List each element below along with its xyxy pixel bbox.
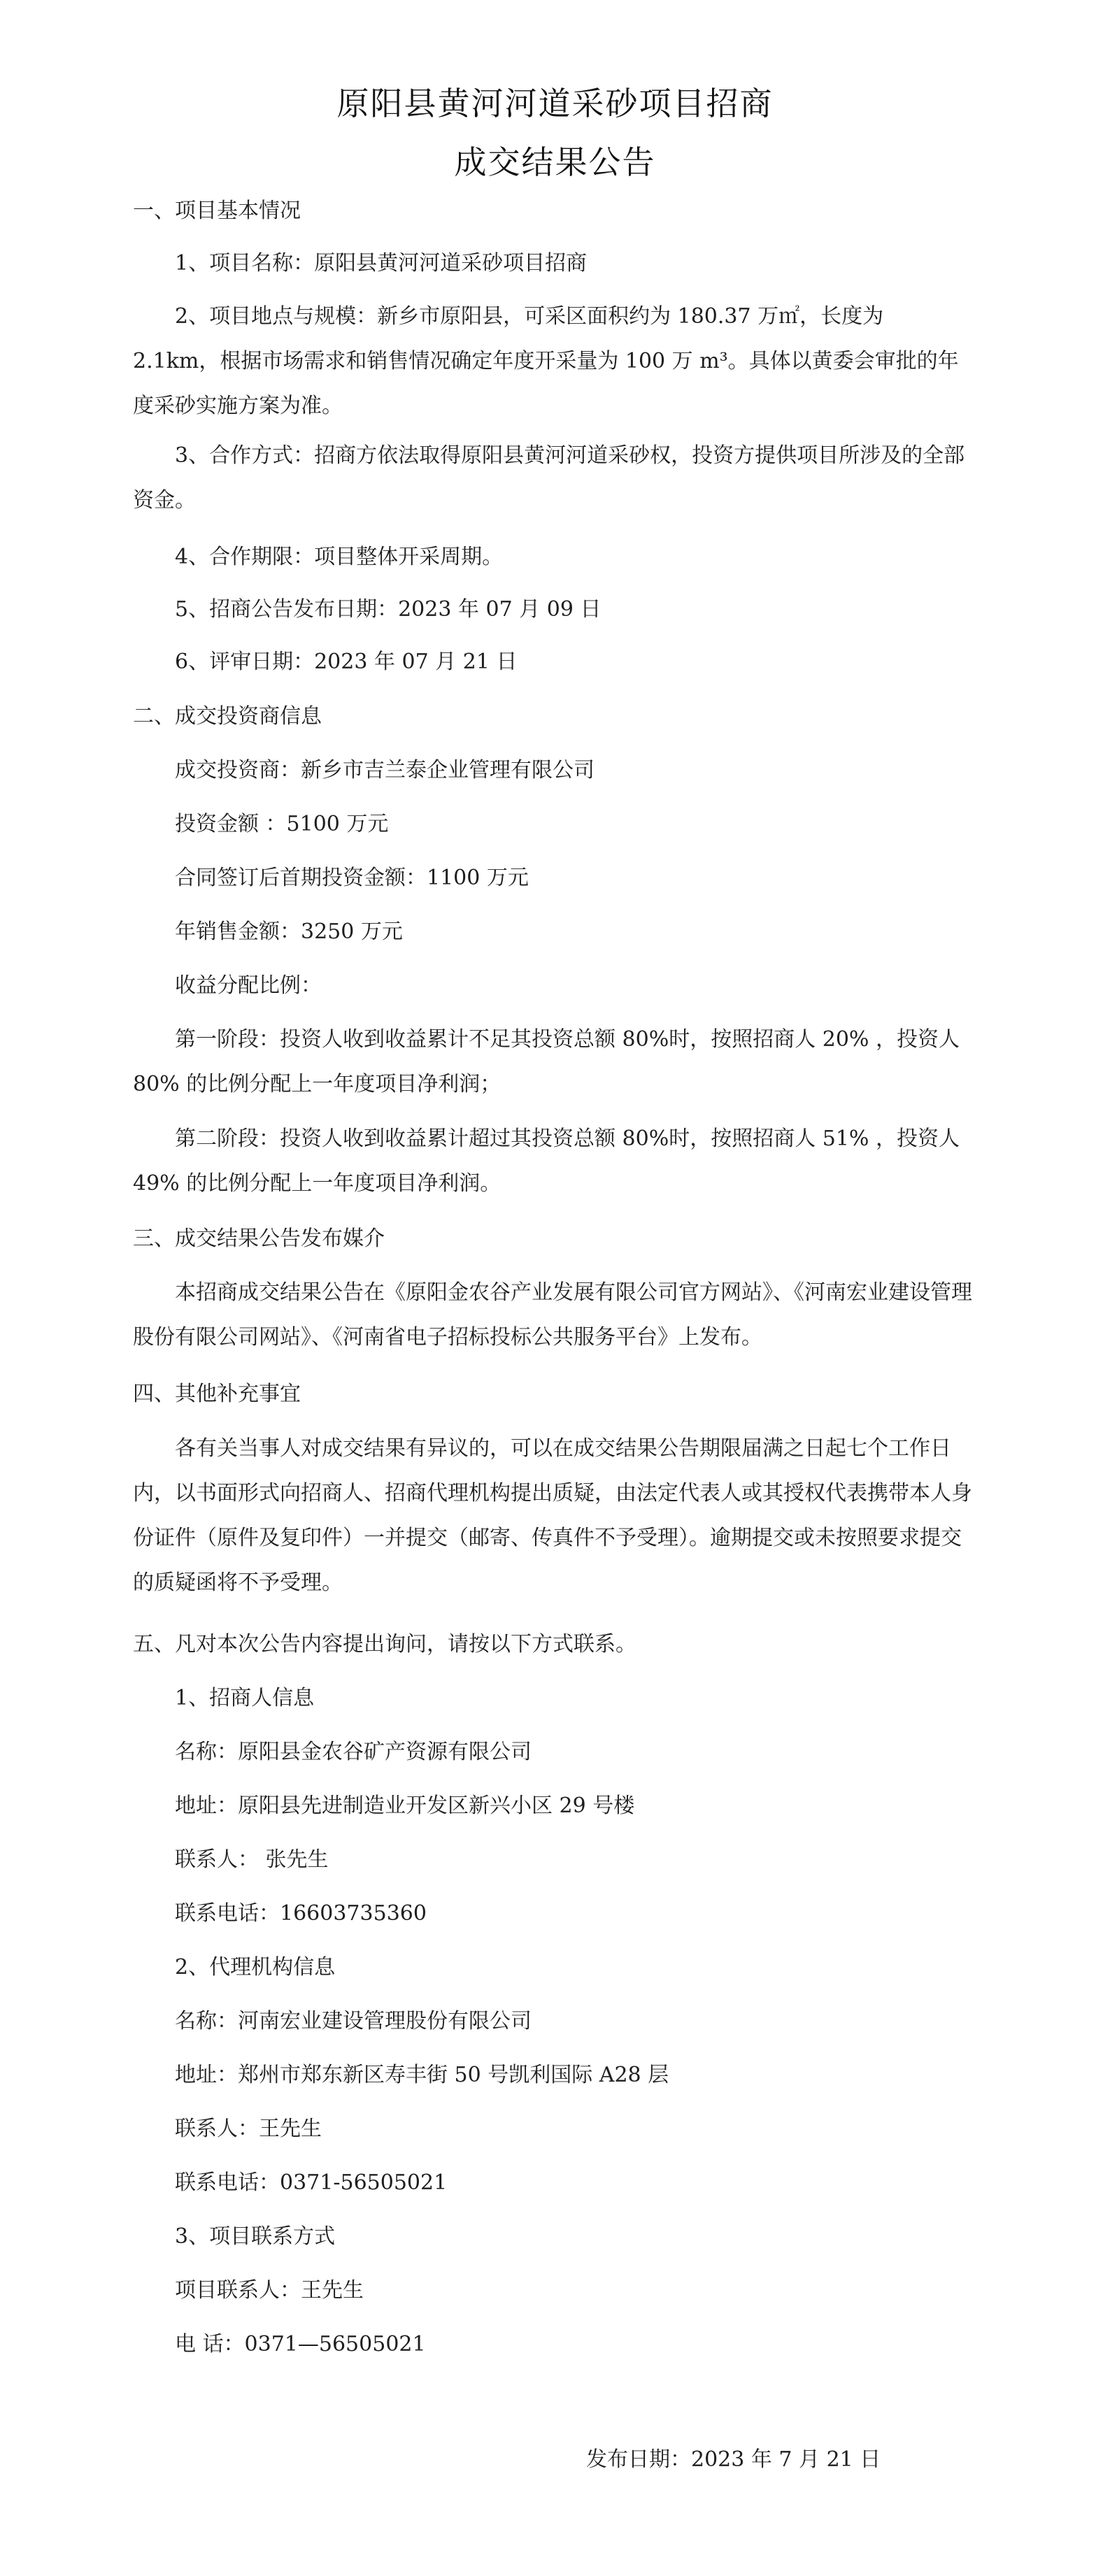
project-name: 1、项目名称：原阳县黄河河道采砂项目招商 — [175, 251, 588, 276]
agency-contact-person: 联系人：王先生 — [175, 2117, 322, 2141]
agency-address: 地址：郑州市郑东新区寿丰街 50 号凯利国际 A28 层 — [175, 2063, 669, 2087]
section-heading-other: 四、其他补充事宜 — [133, 1382, 301, 1406]
project-contact-person: 项目联系人：王先生 — [175, 2278, 364, 2303]
project-contact-phone: 电 话：0371—56505021 — [175, 2332, 426, 2356]
section-heading-contact: 五、凡对本次公告内容提出询问，请按以下方式联系。 — [133, 1632, 636, 1656]
profit-distribution-heading: 收益分配比例： — [175, 973, 322, 998]
document-title-line-2: 成交结果公告 — [454, 143, 656, 181]
agency-info-heading: 2、代理机构信息 — [175, 1955, 336, 1980]
first-phase-investment: 合同签订后首期投资金额：1100 万元 — [175, 866, 529, 890]
tenderer-phone: 联系电话：16603735360 — [175, 1901, 427, 1926]
section-heading-investor-info: 二、成交投资商信息 — [133, 704, 322, 729]
agency-phone: 联系电话：0371-56505021 — [175, 2170, 448, 2195]
tenderer-address: 地址：原阳县先进制造业开发区新兴小区 29 号楼 — [175, 1794, 635, 1818]
document-title-line-1: 原阳县黄河河道采砂项目招商 — [336, 85, 774, 122]
profit-stage-one: 第一阶段：投资人收到收益累计不足其投资总额 80%时，按照招商人 20% ，投资人 80% 的比例分配上一年度项目净利润； — [133, 1027, 960, 1096]
review-date: 6、评审日期：2023 年 07 月 21 日 — [175, 650, 518, 674]
cooperation-period: 4、合作期限：项目整体开采周期。 — [175, 545, 504, 569]
project-location-scale: 2、项目地点与规模：新乡市原阳县，可采区面积约为 180.37 万㎡，长度为 2.1km，根据市场需求和销售情况确定年度开采量为 100 万 m³。具体以黄委会审批的年度采砂实施方案为准。 — [133, 304, 959, 418]
publication-media: 本招商成交结果公告在《原阳金农谷产业发展有限公司官方网站》、《河南宏业建设管理股份有限公司网站》、《河南省电子招标投标公共服务平台》上发布。 — [133, 1280, 972, 1350]
project-contact-heading: 3、项目联系方式 — [175, 2224, 336, 2249]
objection-procedure: 各有关当事人对成交结果有异议的，可以在成交结果公告期限届满之日起七个工作日内，以书面形式向招商人、招商代理机构提出质疑，由法定代表人或其授权代表携带本人身份证件（原件及复印件）一并提交（邮寄、传真件不予受理）。逾期提交或未按照要求提交的质疑函将不予受理。 — [133, 1436, 972, 1595]
agency-name: 名称：河南宏业建设管理股份有限公司 — [175, 2009, 532, 2033]
publish-date: 发布日期：2023 年 7 月 21 日 — [586, 2447, 881, 2472]
winning-investor: 成交投资商：新乡市吉兰泰企业管理有限公司 — [175, 758, 595, 782]
profit-stage-two: 第二阶段：投资人收到收益累计超过其投资总额 80%时，按照招商人 51% ，投资人 49% 的比例分配上一年度项目净利润。 — [133, 1126, 960, 1196]
annual-sales: 年销售金额：3250 万元 — [175, 920, 403, 944]
tender-notice-date: 5、招商公告发布日期：2023 年 07 月 09 日 — [175, 597, 602, 622]
section-heading-media: 三、成交结果公告发布媒介 — [133, 1226, 385, 1251]
investment-amount: 投资金额 ：5100 万元 — [175, 812, 389, 836]
cooperation-method: 3、合作方式：招商方依法取得原阳县黄河河道采砂权，投资方提供项目所涉及的全部资金。 — [133, 443, 965, 513]
tenderer-name: 名称：原阳县金农谷矿产资源有限公司 — [175, 1740, 532, 1764]
section-heading-basic-info: 一、项目基本情况 — [133, 199, 301, 223]
tenderer-contact-person: 联系人： 张先生 — [175, 1847, 329, 1872]
tenderer-info-heading: 1、招商人信息 — [175, 1686, 315, 1710]
